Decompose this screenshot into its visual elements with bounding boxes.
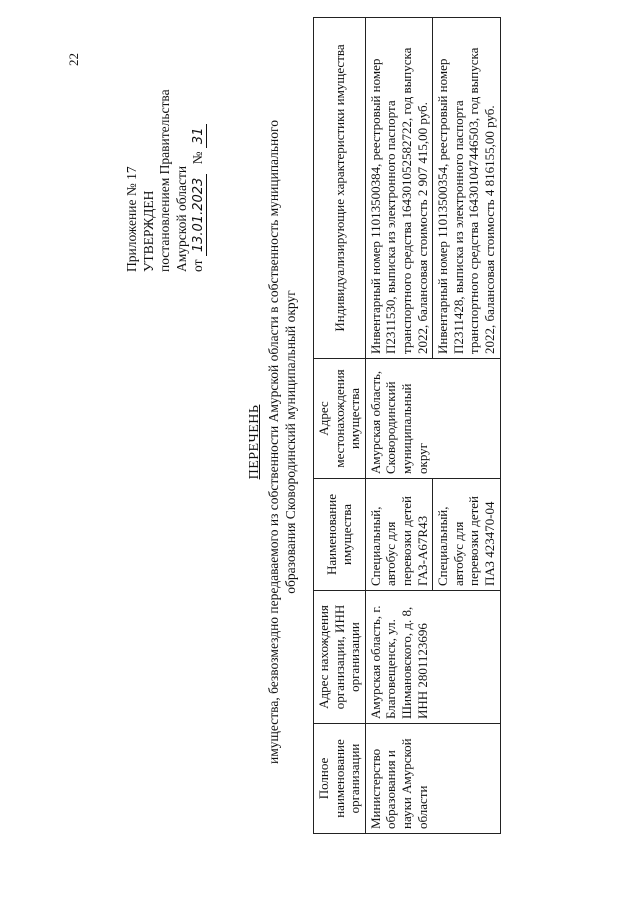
approval-stamp-block <box>124 89 208 272</box>
page-number: 22 <box>66 53 81 66</box>
characteristics-cell: Инвентарный номер 11013500354, реестровый номер П2311428, выписка из электронного паспорта транспортного средства 164301047446503, год выпуска 2022, балансовая стоимость 4 816155,00 руб. <box>433 18 500 359</box>
region-label: Амурской области <box>173 165 189 272</box>
handwritten-date: 13.01.2023 <box>191 174 207 256</box>
organization-address-cell: Амурская область, г. Благовещенск, ул. Шимановского, д. 8, ИНН 2801123696 <box>365 591 500 724</box>
header-property-name: Наименование имущества <box>314 479 366 591</box>
appendix-number: Приложение № 17 <box>124 166 139 272</box>
table-row <box>365 18 432 834</box>
property-table <box>313 17 501 834</box>
property-name-cell: Специальный, автобус для перевозки детей ГАЗ-А67R43 <box>365 479 432 591</box>
header-characteristics: Индивидуализирующие характеристики имущества <box>314 18 366 359</box>
header-organization-name: Полное наименование организации <box>314 724 366 834</box>
header-property-address: Адрес местонахождения имущества <box>314 359 366 479</box>
subtitle-line-1: имущества, безвозмездно передаваемого из собственности Амурской области в собственность муниципального <box>266 120 281 764</box>
date-number-line <box>190 89 208 272</box>
table-header-row <box>314 18 366 834</box>
characteristics-cell: Инвентарный номер 11013500384, реестровый номер П2311530, выписка из электронного паспорта транспортного средства 164301052582722, год выпуска 2022, балансовая стоимость 2 907 415,00 руб. <box>365 18 432 359</box>
header-organization-address: Адрес нахождения организации, ИНН организации <box>314 591 366 724</box>
resolution-label: постановлением Правительства <box>157 89 172 272</box>
organization-cell: Министерство образования и науки Амурской области <box>365 724 500 834</box>
number-prefix: № <box>190 151 205 165</box>
rotated-document <box>20 2 620 882</box>
property-name-cell: Специальный, автобус для перевозки детей ПАЗ 423470-04 <box>433 479 500 591</box>
property-address-cell: Амурская область, Сковородинский муниципальный округ <box>365 359 500 479</box>
approved-label: УТВЕРЖДЕН <box>140 190 156 272</box>
subtitle-line-2: образования Сковородинский муниципальный округ <box>283 290 298 594</box>
title-block <box>247 2 299 882</box>
date-prefix: от <box>190 259 205 272</box>
handwritten-number: 31 <box>191 124 207 149</box>
document-subtitle <box>265 2 299 882</box>
document-title: ПЕРЕЧЕНЬ <box>247 404 262 480</box>
